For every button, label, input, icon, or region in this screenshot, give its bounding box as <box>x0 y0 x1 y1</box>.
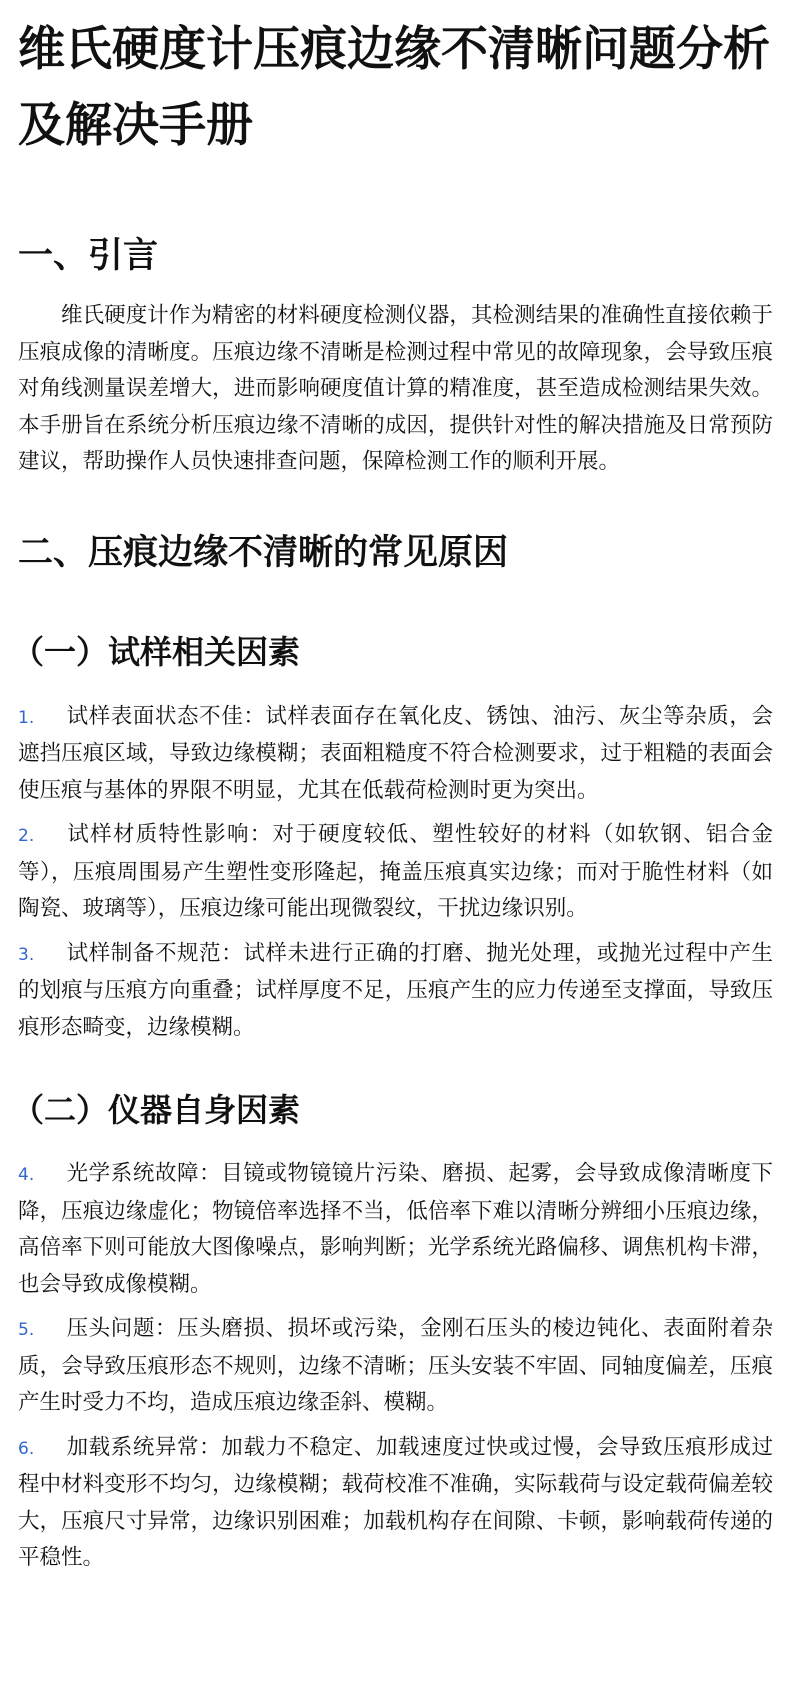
list-item <box>18 699 773 810</box>
sample-factors-list <box>18 699 773 1047</box>
list-item-text: 试样表面状态不佳：试样表面存在氧化皮、锈蚀、油污、灰尘等杂质，会遮挡压痕区域，导致边缘模糊；表面粗糙度不符合检测要求，过于粗糙的表面会使压痕与基体的界限不明显，尤其在低载荷检测时更为突出。 <box>18 703 773 803</box>
list-item-text: 试样制备不规范：试样未进行正确的打磨、抛光处理，或抛光过程中产生的划痕与压痕方向重叠；试样厚度不足，压痕产生的应力传递至支撑面，导致压痕形态畸变，边缘模糊。 <box>18 940 773 1040</box>
subsection-heading-instrument: （二）仪器自身因素 <box>12 1091 301 1129</box>
list-item-number: 5. <box>18 1320 35 1340</box>
list-item-text: 加载系统异常：加载力不稳定、加载速度过快或过慢，会导致压痕形成过程中材料变形不均匀，边缘模糊；载荷校准不准确，实际载荷与设定载荷偏差较大，压痕尺寸异常，边缘识别困难；加载机构存在间隙、卡顿，影响载荷传递的平稳性。 <box>18 1434 773 1570</box>
list-item-number: 4. <box>18 1165 35 1185</box>
intro-paragraph: 维氏硬度计作为精密的材料硬度检测仪器，其检测结果的准确性直接依赖于压痕成像的清晰度。压痕边缘不清晰是检测过程中常见的故障现象，会导致压痕对角线测量误差增大，进而影响硬度值计算的精准度，甚至造成检测结果失效。本手册旨在系统分析压痕边缘不清晰的成因，提供针对性的解决措施及日常预防建议，帮助操作人员快速排查问题，保障检测工作的顺利开展。 <box>18 303 773 474</box>
list-item-text: 光学系统故障：目镜或物镜镜片污染、磨损、起雾，会导致成像清晰度下降，压痕边缘虚化；物镜倍率选择不当，低倍率下难以清晰分辨细小压痕边缘，高倍率下则可能放大图像噪点，影响判断；光学系统光路偏移、调焦机构卡滞，也会导致成像模糊。 <box>18 1161 773 1297</box>
list-item-number: 1. <box>18 707 35 728</box>
list-item <box>18 936 773 1047</box>
list-item <box>18 1311 773 1422</box>
list-item-text: 试样材质特性影响：对于硬度较低、塑性较好的材料（如软钢、铝合金等），压痕周围易产生塑性变形隆起，掩盖压痕真实边缘；而对于脆性材料（如陶瓷、玻璃等），压痕边缘可能出现微裂纹，干扰边缘识别。 <box>18 822 773 921</box>
document-title: 维氏硬度计压痕边缘不清晰问题分析及解决手册 <box>18 22 770 153</box>
instrument-factors-list <box>18 1156 773 1577</box>
list-item <box>18 1430 773 1577</box>
list-item-text: 压头问题：压头磨损、损坏或污染，金刚石压头的棱边钝化、表面附着杂质，会导致压痕形态不规则，边缘不清晰；压头安装不牢固、同轴度偏差，压痕产生时受力不均，造成压痕边缘歪斜、模糊。 <box>18 1316 773 1415</box>
list-item-number: 2. <box>18 826 35 846</box>
list-item <box>18 817 773 928</box>
list-item-number: 3. <box>18 944 35 965</box>
section-heading-causes: 二、压痕边缘不清晰的常见原因 <box>18 532 509 573</box>
subsection-heading-sample: （一）试样相关因素 <box>12 632 301 671</box>
list-item <box>18 1156 773 1303</box>
section-heading-intro: 一、引言 <box>18 236 159 276</box>
list-item-number: 6. <box>18 1438 35 1459</box>
